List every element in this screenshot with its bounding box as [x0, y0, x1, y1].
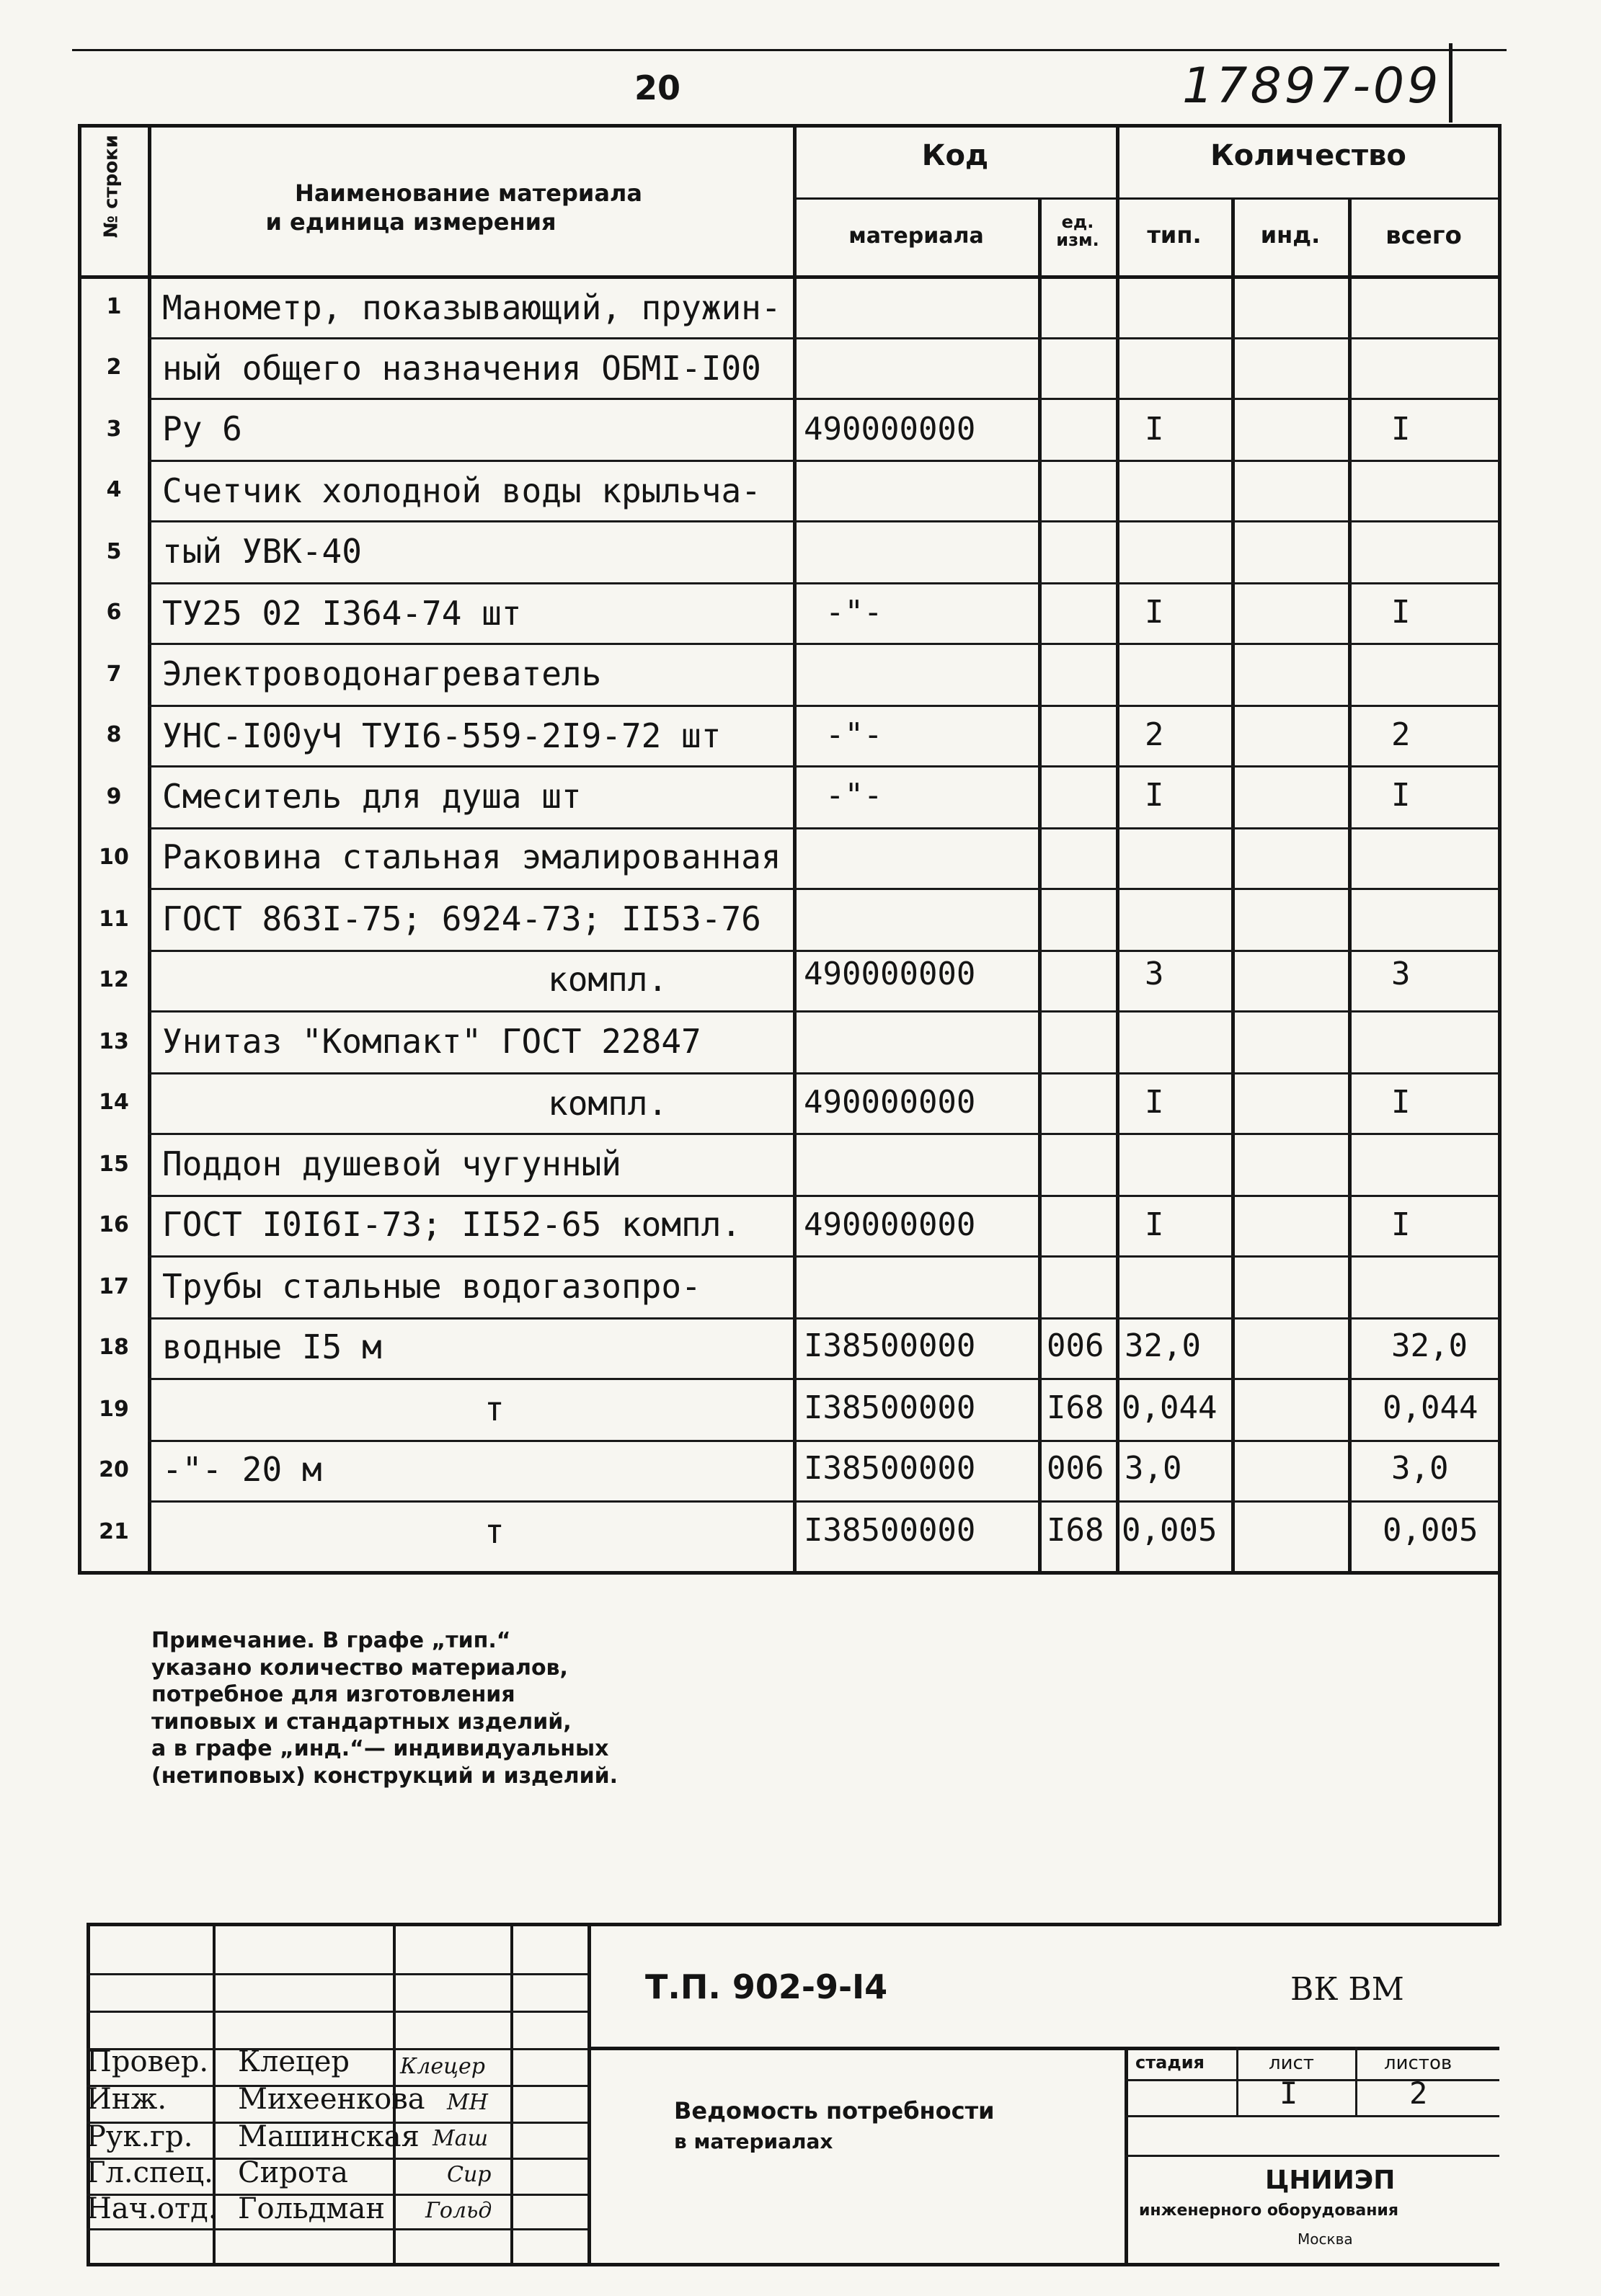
unit-code: 006: [1047, 1327, 1104, 1364]
qty-total: 32,0: [1391, 1327, 1468, 1364]
qty-typ: 32,0: [1125, 1327, 1201, 1364]
row-number: 12: [99, 967, 129, 992]
row-number: 11: [99, 907, 129, 932]
row-number: 7: [106, 662, 122, 687]
material-name: ГОСТ I0I6I-73; II52-65 компл.: [162, 1205, 742, 1244]
sheet-title-line1: Ведомость потребности: [674, 2097, 995, 2124]
sheets-value: 2: [1409, 2075, 1428, 2111]
signature-role: Гл.спец.: [87, 2156, 213, 2189]
row-number: 14: [99, 1090, 129, 1115]
material-code: 490000000: [804, 956, 976, 992]
qty-typ: I: [1145, 594, 1164, 631]
unit-code: I68: [1047, 1512, 1104, 1549]
qty-total: 0,005: [1383, 1512, 1478, 1549]
row-number: 20: [99, 1457, 129, 1482]
material-name: ГОСТ 863I-75; 6924-73; II53-76: [162, 899, 761, 938]
col-header-code: Код: [921, 139, 989, 172]
material-name: Поддон душевой чугунный: [162, 1144, 621, 1183]
material-name: Электроводонагреватель: [162, 654, 602, 693]
document-number: 17897-09: [1182, 58, 1442, 115]
qty-typ: I: [1145, 1084, 1164, 1121]
signature-mark: Гольд: [425, 2198, 492, 2223]
unit-code: 006: [1047, 1450, 1104, 1487]
stage-label: стадия: [1135, 2052, 1205, 2073]
qty-total: I: [1391, 411, 1411, 448]
row-number: 4: [106, 477, 122, 502]
row-number: 16: [99, 1212, 129, 1237]
qty-typ: I: [1145, 1206, 1164, 1243]
row-number: 21: [99, 1519, 129, 1544]
col-header-ind: инд.: [1260, 221, 1321, 249]
signature-name: Гольдман: [238, 2192, 386, 2225]
qty-total: 3,0: [1391, 1450, 1449, 1487]
unit-code: I68: [1047, 1389, 1104, 1426]
row-number: 17: [99, 1274, 129, 1299]
qty-total: 3: [1391, 956, 1411, 992]
signature-name: Машинская: [238, 2120, 420, 2153]
material-name: Манометр, показывающий, пружин-: [162, 288, 781, 327]
qty-typ: 0,044: [1122, 1389, 1218, 1426]
material-name: Трубы стальные водогазопро-: [162, 1267, 701, 1306]
qty-typ: 3: [1145, 956, 1164, 992]
qty-total: I: [1391, 777, 1411, 814]
signature-name: Клецер: [238, 2045, 350, 2078]
qty-typ: 0,005: [1122, 1512, 1218, 1549]
row-number: 9: [106, 784, 122, 809]
signature-role: Нач.отд.: [87, 2192, 218, 2225]
row-number: 18: [99, 1335, 129, 1360]
col-header-name-line1: Наименование материала: [295, 179, 642, 207]
sheet-title-line2: в материалах: [674, 2130, 833, 2153]
qty-total: I: [1391, 594, 1411, 631]
sheets-label: листов: [1384, 2052, 1453, 2074]
material-name: т: [484, 1512, 505, 1551]
material-name: водные I5 м: [162, 1327, 382, 1366]
page-number: 20: [634, 68, 681, 107]
material-name: ный общего назначения ОБМI-I00: [162, 349, 761, 388]
qty-typ: I: [1145, 777, 1164, 814]
material-name: -"- 20 м: [162, 1450, 322, 1489]
sheet-value: I: [1280, 2075, 1298, 2111]
qty-typ: 2: [1145, 716, 1164, 753]
qty-typ: 3,0: [1125, 1450, 1182, 1487]
material-code: -"-: [825, 716, 883, 753]
row-number: 19: [99, 1397, 129, 1422]
row-number: 3: [106, 417, 122, 442]
row-number: 15: [99, 1152, 129, 1177]
organization-department: инженерного оборудования: [1139, 2202, 1398, 2220]
drawing-mark: ВК ВМ: [1290, 1971, 1404, 2008]
material-name: ТУ25 02 I364-74 шт: [162, 594, 522, 633]
col-header-unit: ед. изм.: [1056, 212, 1099, 251]
row-number: 5: [106, 539, 122, 564]
col-header-total: всего: [1385, 221, 1462, 250]
col-header-quantity: Количество: [1210, 139, 1406, 172]
material-name: тый УВК-40: [162, 532, 362, 571]
material-code: 490000000: [804, 1084, 976, 1121]
material-code: 490000000: [804, 411, 976, 448]
material-name: УНС-I00уЧ ТУI6-559-2I9-72 шт: [162, 716, 722, 755]
signature-name: Михеенкова: [238, 2083, 425, 2116]
material-name: т: [484, 1389, 505, 1428]
signature-name: Сирота: [238, 2156, 348, 2189]
qty-total: I: [1391, 1206, 1411, 1243]
signature-mark: Маш: [433, 2126, 489, 2151]
organization-name: ЦНИИЭП: [1265, 2166, 1396, 2195]
col-header-typ: тип.: [1147, 221, 1202, 249]
row-number: 13: [99, 1029, 129, 1054]
material-name: Раковина стальная эмалированная: [162, 837, 781, 876]
material-code: I38500000: [804, 1512, 976, 1549]
organization-city: Москва: [1298, 2230, 1353, 2248]
material-code: I38500000: [804, 1450, 976, 1487]
row-number: 10: [99, 845, 129, 870]
material-code: I38500000: [804, 1327, 976, 1364]
note-text: Примечание. В графе „тип.“ указано количество материалов, потребное для изготовления типовых и стандартных изделий, а в графе „инд.“— индивидуальных (нетиповых) конструкций и изделий.: [151, 1628, 618, 1789]
col-header-name-line2: и единица измерения: [265, 208, 556, 236]
material-name: Смеситель для душа шт: [162, 777, 582, 816]
project-code: Т.П. 902-9-I4: [645, 1967, 888, 2006]
material-name: Унитаз "Компакт" ГОСТ 22847: [162, 1022, 701, 1061]
material-name: компл.: [548, 960, 668, 999]
material-code: -"-: [825, 777, 883, 814]
signature-role: Инж.: [87, 2083, 167, 2116]
row-number: 8: [106, 722, 122, 747]
qty-total: I: [1391, 1084, 1411, 1121]
material-name: Счетчик холодной воды крыльча-: [162, 471, 761, 510]
material-code: I38500000: [804, 1389, 976, 1426]
col-header-material: материала: [848, 223, 984, 249]
material-name: компл.: [548, 1084, 668, 1123]
row-number: 6: [106, 600, 122, 625]
qty-typ: I: [1145, 411, 1164, 448]
qty-total: 2: [1391, 716, 1411, 753]
signature-mark: МН: [447, 2090, 488, 2115]
row-number: 2: [106, 355, 122, 380]
material-code: 490000000: [804, 1206, 976, 1243]
row-number: 1: [106, 294, 122, 319]
signature-mark: Сир: [447, 2162, 492, 2187]
col-header-row-number: № строки: [100, 135, 123, 239]
sheet-label: лист: [1269, 2052, 1314, 2074]
signature-role: Провер.: [87, 2045, 209, 2078]
signature-mark: Клецер: [400, 2054, 485, 2079]
material-code: -"-: [825, 594, 883, 631]
material-name: Ру 6: [162, 409, 242, 448]
signature-role: Рук.гр.: [87, 2120, 193, 2153]
qty-total: 0,044: [1383, 1389, 1478, 1426]
